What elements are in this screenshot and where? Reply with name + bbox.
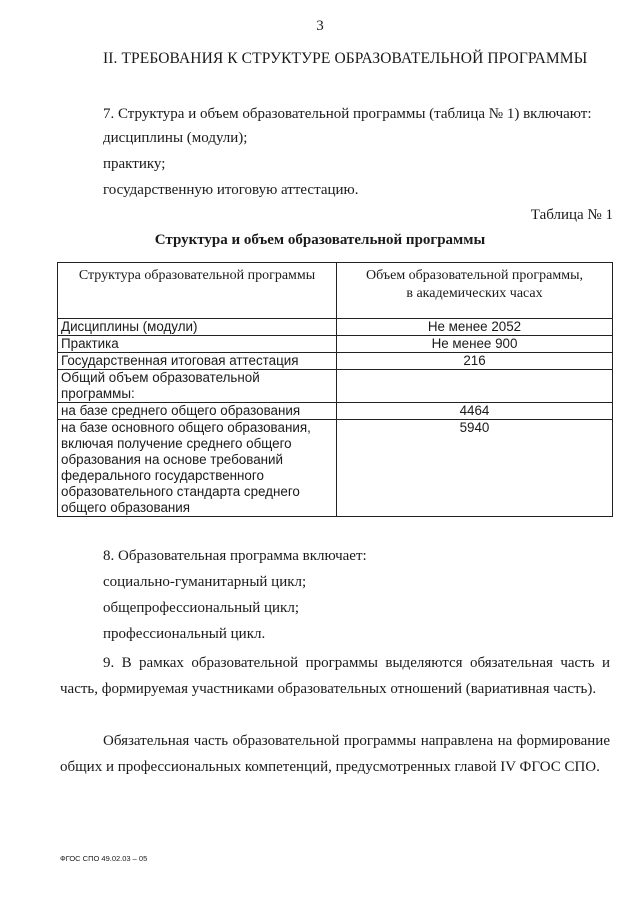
structure-table — [57, 262, 613, 517]
page-number: 3 — [316, 18, 324, 34]
list-item: государственную итоговую аттестацию. — [103, 182, 359, 198]
paragraph-10: Обязательная часть образовательной программы направлена на формирование общих и профессиональных компетенций, предусмотренных главой IV ФГОС СПО. — [60, 733, 610, 775]
row-value: 216 — [337, 353, 613, 370]
table-title: Структура и объем образовательной программы — [154, 232, 486, 248]
row-value: Не менее 2052 — [337, 319, 613, 336]
header-volume-line1: Объем образовательной программы, — [365, 268, 584, 283]
basic-label-line: федерального государственного — [61, 468, 264, 483]
row-value: 4464 — [337, 403, 613, 420]
table-row — [58, 370, 613, 403]
list-item: общепрофессиональный цикл; — [103, 600, 299, 616]
header-structure: Структура образовательной программы — [58, 263, 337, 319]
row-label: Практика — [58, 336, 337, 353]
row-label: на базе среднего общего образования — [58, 403, 337, 420]
table-caption: Таблица № 1 — [530, 207, 613, 223]
row-label: Государственная итоговая аттестация — [58, 353, 337, 370]
basic-label-line: образовательного стандарта среднего — [61, 484, 300, 499]
table-row — [58, 319, 613, 336]
total-label-line1: Общий объем образовательной — [61, 370, 260, 385]
list-item: социально-гуманитарный цикл; — [103, 574, 307, 590]
section-title: II. ТРЕБОВАНИЯ К СТРУКТУРЕ ОБРАЗОВАТЕЛЬНОЙ ПРОГРАММЫ — [103, 50, 588, 67]
basic-label-line: включая получение среднего общего — [61, 436, 292, 451]
list-item: профессиональный цикл. — [103, 626, 266, 642]
row-value-empty — [337, 370, 613, 403]
header-volume — [337, 263, 613, 319]
row-label — [58, 420, 337, 517]
total-label-line2: программы: — [61, 386, 135, 401]
table-row — [58, 336, 613, 353]
paragraph-9: 9. В рамках образовательной программы выделяются обязательная часть и часть, формируемая участниками образовательных отношений (вариативная часть). — [60, 655, 610, 697]
basic-label-line: общего образования — [61, 500, 191, 515]
table-row — [58, 420, 613, 517]
paragraph-8-intro: 8. Образовательная программа включает: — [103, 548, 367, 564]
table-row — [58, 403, 613, 420]
table-header-row — [58, 263, 613, 319]
document-footer: ФГОС СПО 49.02.03 – 05 — [60, 854, 148, 863]
row-label — [58, 370, 337, 403]
basic-label-line: образования на основе требований — [61, 452, 283, 467]
paragraph-7-intro: 7. Структура и объем образовательной программы (таблица № 1) включают: — [103, 106, 592, 122]
header-volume-line2: в академических часах — [406, 286, 543, 301]
table-row — [58, 353, 613, 370]
basic-label-line: на базе основного общего образования, — [61, 420, 311, 435]
row-label: Дисциплины (модули) — [58, 319, 337, 336]
row-value: Не менее 900 — [337, 336, 613, 353]
row-value: 5940 — [337, 420, 613, 517]
list-item: дисциплины (модули); — [103, 130, 248, 146]
list-item: практику; — [103, 156, 166, 172]
